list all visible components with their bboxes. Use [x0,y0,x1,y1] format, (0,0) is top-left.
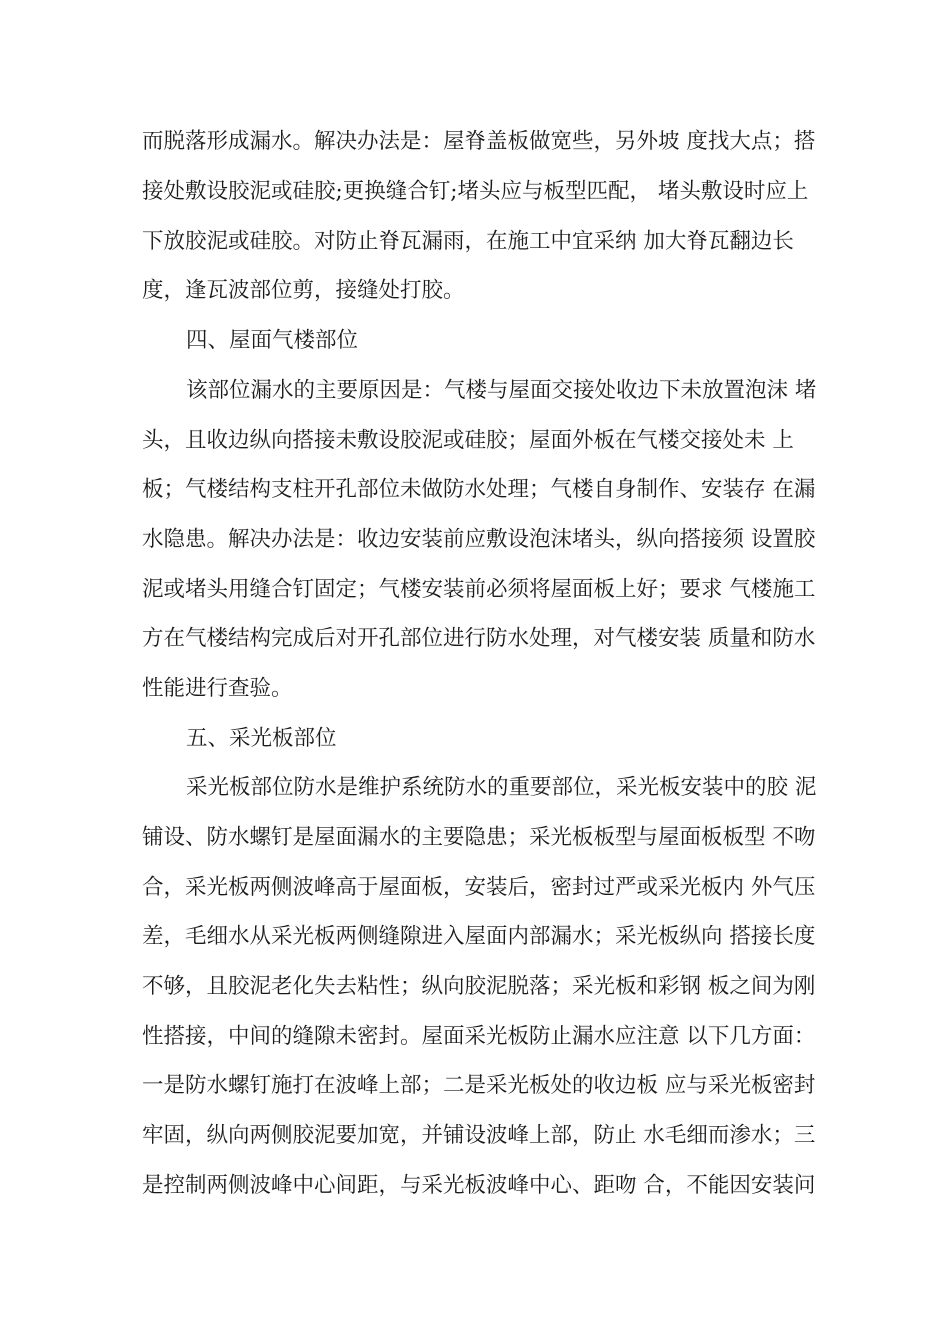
section-heading-4: 四、屋面气楼部位 [186,328,359,353]
text-line: 性能进行查验。 [142,676,293,701]
text-line: 方在气楼结构完成后对开孔部位进行防水处理，对气楼安装 质量和防水 [142,626,816,651]
text-line: 一是防水螺钉施打在波峰上部；二是采光板处的收边板 应与采光板密封 [142,1073,816,1098]
text-line: 性搭接，中间的缝隙未密封。屋面采光板防止漏水应注意 以下几方面： [142,1024,816,1049]
text-line: 差，毛细水从采光板两侧缝隙进入屋面内部漏水；采光板纵向 搭接长度 [142,924,816,949]
text-line: 泥或堵头用缝合钉固定；气楼安装前必须将屋面板上好；要求 气楼施工 [142,577,816,602]
text-line: 板；气楼结构支柱开孔部位未做防水处理；气楼自身制作、安装存 在漏 [142,477,816,502]
text-line: 接处敷设胶泥或硅胶;更换缝合钉;堵头应与板型匹配， 堵头敷设时应上 [142,179,809,204]
text-line: 而脱落形成漏水。解决办法是：屋脊盖板做宽些，另外坡 度找大点；搭 [142,129,816,154]
text-line: 合，采光板两侧波峰高于屋面板，安装后，密封过严或采光板内 外气压 [142,875,816,900]
text-line: 度，逢瓦波部位剪，接缝处打胶。 [142,278,465,303]
paragraph-start: 采光板部位防水是维护系统防水的重要部位，采光板安装中的胶 泥 [186,775,817,800]
paragraph-start: 该部位漏水的主要原因是：气楼与屋面交接处收边下未放置泡沫 堵 [186,378,817,403]
text-line: 下放胶泥或硅胶。对防止脊瓦漏雨，在施工中宜采纳 加大脊瓦翻边长 [142,229,794,254]
text-line: 水隐患。解决办法是：收边安装前应敷设泡沫堵头，纵向搭接须 设置胶 [142,527,816,552]
text-line: 牢固，纵向两侧胶泥要加宽，并铺设波峰上部，防止 水毛细而渗水；三 [142,1123,816,1148]
text-line: 头，且收边纵向搭接未敷设胶泥或硅胶；屋面外板在气楼交接处未 上 [142,428,794,453]
text-line: 是控制两侧波峰中心间距，与采光板波峰中心、距吻 合，不能因安装问 [142,1173,816,1198]
text-line: 铺设、防水螺钉是屋面漏水的主要隐患；采光板板型与屋面板板型 不吻 [142,825,816,850]
section-heading-5: 五、采光板部位 [186,726,337,751]
text-line: 不够，且胶泥老化失去粘性；纵向胶泥脱落；采光板和彩钢 板之间为刚 [142,974,816,999]
